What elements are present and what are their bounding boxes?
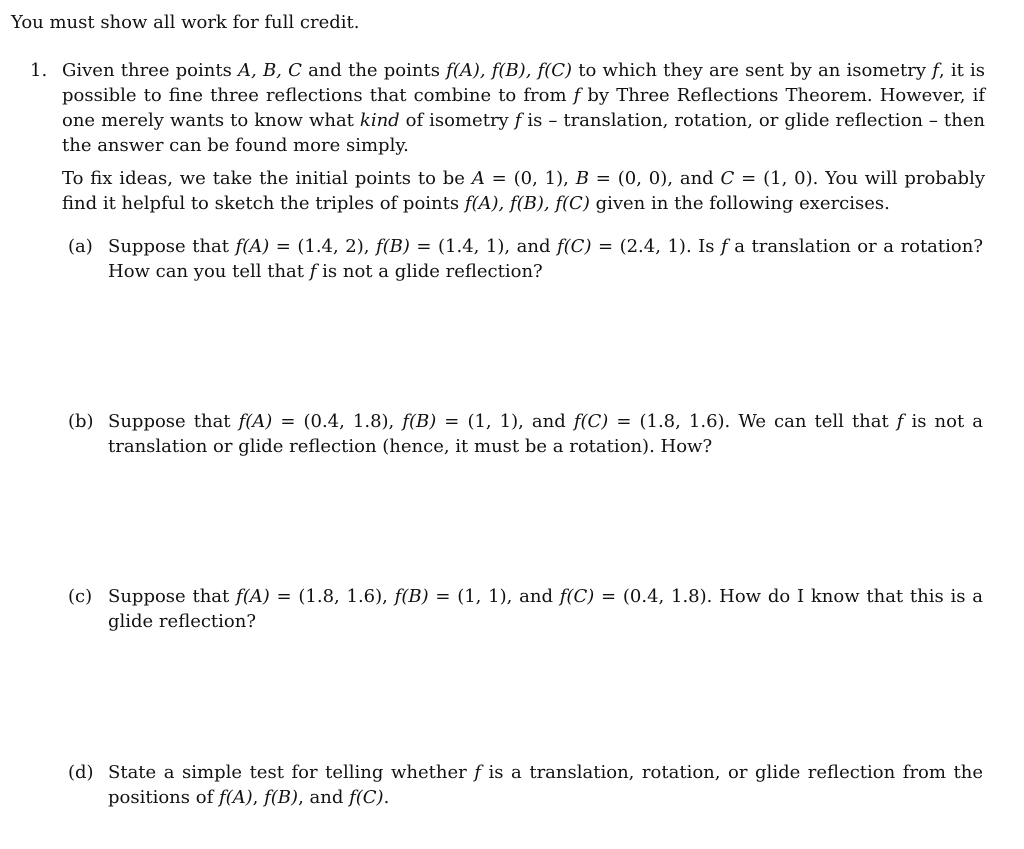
problem-setup: To fix ideas, we take the initial points to be A = (0, 1), B = (0, 0), and C = (1, 0). You will probably find it helpful to sketch the triples of points f(A), f(B), f(C) given in the following exercises. bbox=[62, 168, 986, 214]
problem-intro: Given three points A, B, C and the points f(A), f(B), f(C) to which they are sent by an isometry f, it is possible to fine three reflections that combine to from f by Three Reflections Theorem. However, if one merely wants to know what kind of isometry f is – translation, rotation, or glide reflection – then the answer can be found more simply. bbox=[62, 60, 985, 156]
part-text: Suppose that f(A) = (1.8, 1.6), f(B) = (1, 1), and f(C) = (0.4, 1.8). How do I know that this is a glide reflection? bbox=[108, 586, 984, 632]
part-text: Suppose that f(A) = (0.4, 1.8), f(B) = (1, 1), and f(C) = (1.8, 1.6). We can tell that f is not a translation or glide reflection (hence, it must be a rotation). How? bbox=[108, 411, 983, 457]
problem-number: 1. bbox=[30, 60, 48, 81]
instruction-text: You must show all work for full credit. bbox=[11, 12, 360, 33]
part-b bbox=[68, 409, 983, 459]
part-d bbox=[68, 760, 983, 810]
part-text: State a simple test for telling whether f is a translation, rotation, or glide reflection from the positions of f(A), f(B), and f(C). bbox=[108, 762, 983, 808]
part-c bbox=[68, 584, 983, 634]
part-label: (c) bbox=[68, 586, 93, 607]
part-label: (b) bbox=[68, 411, 94, 432]
part-label: (d) bbox=[68, 762, 94, 783]
part-a bbox=[68, 234, 983, 284]
part-text: Suppose that f(A) = (1.4, 2), f(B) = (1.4, 1), and f(C) = (2.4, 1). Is f a translation or a rotation? How can you tell that f is not a glide reflection? bbox=[108, 236, 983, 282]
problem-body bbox=[62, 58, 985, 216]
problem-1 bbox=[30, 58, 985, 216]
part-label: (a) bbox=[68, 236, 93, 257]
